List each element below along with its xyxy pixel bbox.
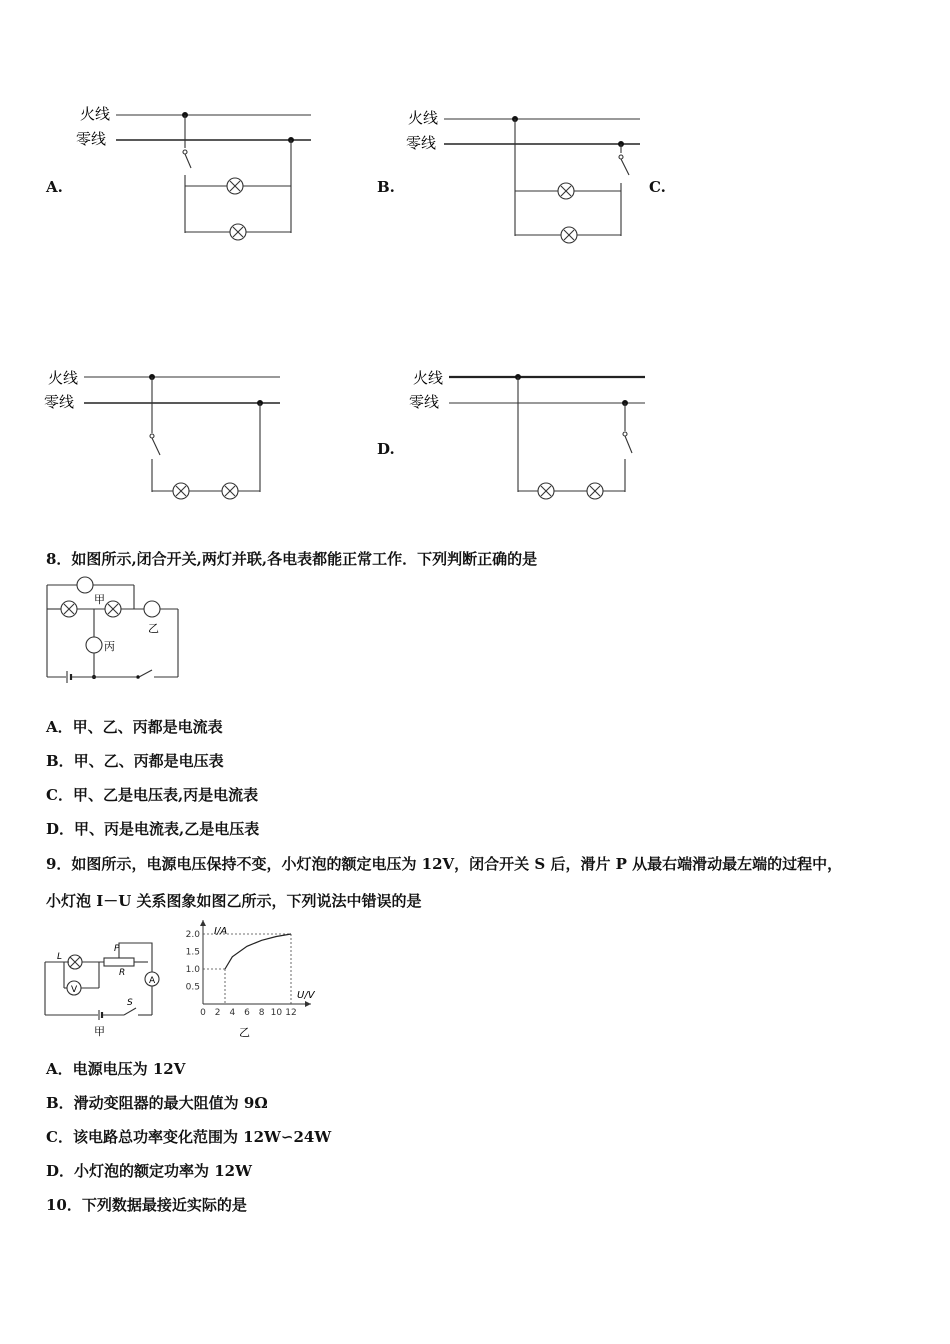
iu-curve bbox=[225, 934, 291, 969]
q9-option-d: D．小灯泡的额定功率为 12W bbox=[46, 1162, 252, 1180]
meter-yi-label: 乙 bbox=[148, 622, 159, 635]
q7-circuit-top-right bbox=[400, 103, 660, 253]
x-tick-label: 2 bbox=[214, 1008, 221, 1018]
x-tick-label: 4 bbox=[229, 1008, 236, 1018]
meter-bing-icon bbox=[86, 637, 102, 653]
resistor-label: R bbox=[119, 968, 126, 978]
fire-wire-label: 火线 bbox=[413, 369, 444, 387]
lamp-icon bbox=[173, 483, 189, 499]
q8-option-d: D．甲、丙是电流表,乙是电压表 bbox=[46, 820, 260, 838]
voltmeter-label: V bbox=[71, 985, 78, 995]
x-tick-label: 12 bbox=[285, 1008, 297, 1018]
switch bbox=[621, 159, 629, 175]
switch-contact bbox=[183, 150, 187, 154]
lamp-icon bbox=[587, 483, 603, 499]
q8-question: 8．如图所示,闭合开关,两灯并联,各电表都能正常工作．下列判断正确的是 bbox=[46, 550, 538, 568]
neutral-wire-label: 零线 bbox=[406, 134, 437, 152]
lamp-icon bbox=[105, 601, 121, 617]
slider-label: P bbox=[114, 944, 120, 954]
lamp-icon bbox=[561, 227, 577, 243]
lamp-icon bbox=[68, 955, 82, 969]
lamp-icon bbox=[61, 601, 77, 617]
circuit-caption: 甲 bbox=[94, 1025, 105, 1038]
switch bbox=[152, 438, 160, 455]
q9-option-b: B．滑动变阻器的最大阻值为 9Ω bbox=[46, 1094, 268, 1112]
y-tick-label: 0.5 bbox=[185, 982, 200, 993]
iu-graph bbox=[176, 922, 326, 1042]
option-a-label: A. bbox=[46, 178, 63, 196]
lamp-icon bbox=[230, 224, 246, 240]
x-axis-arrow bbox=[305, 1001, 311, 1007]
switch-label: S bbox=[127, 998, 133, 1008]
q9-option-c: C．该电路总功率变化范围为 12W∽24W bbox=[46, 1128, 332, 1146]
q7-circuit-top-left bbox=[70, 100, 330, 250]
x-tick-label: 8 bbox=[258, 1008, 265, 1018]
battery-icon bbox=[67, 671, 71, 683]
y-tick-label: 1.5 bbox=[185, 947, 200, 958]
switch bbox=[139, 670, 152, 677]
q8-option-b: B．甲、乙、丙都是电压表 bbox=[46, 752, 224, 770]
meter-yi-icon bbox=[144, 601, 160, 617]
option-c-label: C. bbox=[649, 178, 666, 196]
lamp-icon bbox=[558, 183, 574, 199]
q8-circuit-diagram bbox=[44, 575, 184, 685]
x-axis-label: U/V bbox=[297, 990, 315, 1001]
y-tick-label: 2.0 bbox=[185, 930, 200, 940]
switch bbox=[625, 436, 632, 453]
q9-option-a: A．电源电压为 12V bbox=[46, 1060, 186, 1078]
neutral-wire-label: 零线 bbox=[44, 393, 75, 411]
q10-question: 10．下列数据最接近实际的是 bbox=[46, 1196, 247, 1214]
meter-jia-icon bbox=[77, 577, 93, 593]
fire-wire-label: 火线 bbox=[408, 109, 439, 127]
switch bbox=[185, 154, 191, 168]
switch-contact bbox=[150, 434, 154, 438]
y-tick-label: 1.0 bbox=[185, 965, 200, 975]
fire-wire-label: 火线 bbox=[48, 369, 79, 387]
graph-caption: 乙 bbox=[239, 1026, 250, 1039]
switch-contact bbox=[619, 155, 623, 159]
q7-circuit-bottom-left bbox=[40, 365, 300, 510]
q9-question-line2: 小灯泡 I－U 关系图象如图乙所示，下列说法中错误的是 bbox=[46, 892, 422, 910]
fire-wire-label: 火线 bbox=[80, 105, 111, 123]
battery-icon bbox=[99, 1010, 102, 1020]
lamp-icon bbox=[227, 178, 243, 194]
lamp-icon bbox=[222, 483, 238, 499]
neutral-wire-label: 零线 bbox=[409, 393, 440, 411]
neutral-wire-label: 零线 bbox=[76, 130, 107, 148]
q8-option-a: A．甲、乙、丙都是电流表 bbox=[46, 718, 223, 736]
lamp-icon bbox=[538, 483, 554, 499]
meter-jia-label: 甲 bbox=[94, 593, 105, 606]
option-b-label: B. bbox=[377, 178, 395, 196]
q8-option-c: C．甲、乙是电压表,丙是电流表 bbox=[46, 786, 259, 804]
x-tick-label: 10 bbox=[270, 1008, 283, 1018]
option-d-label: D. bbox=[377, 440, 395, 458]
y-axis-arrow bbox=[200, 920, 206, 926]
q7-circuit-bottom-right bbox=[405, 367, 665, 512]
y-axis-label: I/A bbox=[214, 926, 228, 937]
lamp-label: L bbox=[57, 952, 63, 962]
switch-contact bbox=[623, 432, 627, 436]
meter-bing-label: 丙 bbox=[104, 640, 115, 653]
q9-question-line1: 9．如图所示，电源电压保持不变，小灯泡的额定电压为 12V，闭合开关 S 后，滑片 P 从最右端滑动最左端的过程中， bbox=[46, 855, 843, 873]
x-tick-label: 0 bbox=[200, 1008, 206, 1018]
switch bbox=[124, 1008, 136, 1015]
ammeter-label: A bbox=[149, 976, 156, 986]
x-tick-label: 6 bbox=[244, 1008, 250, 1018]
q9-circuit-diagram bbox=[44, 938, 164, 1038]
rheostat-icon bbox=[104, 958, 134, 966]
